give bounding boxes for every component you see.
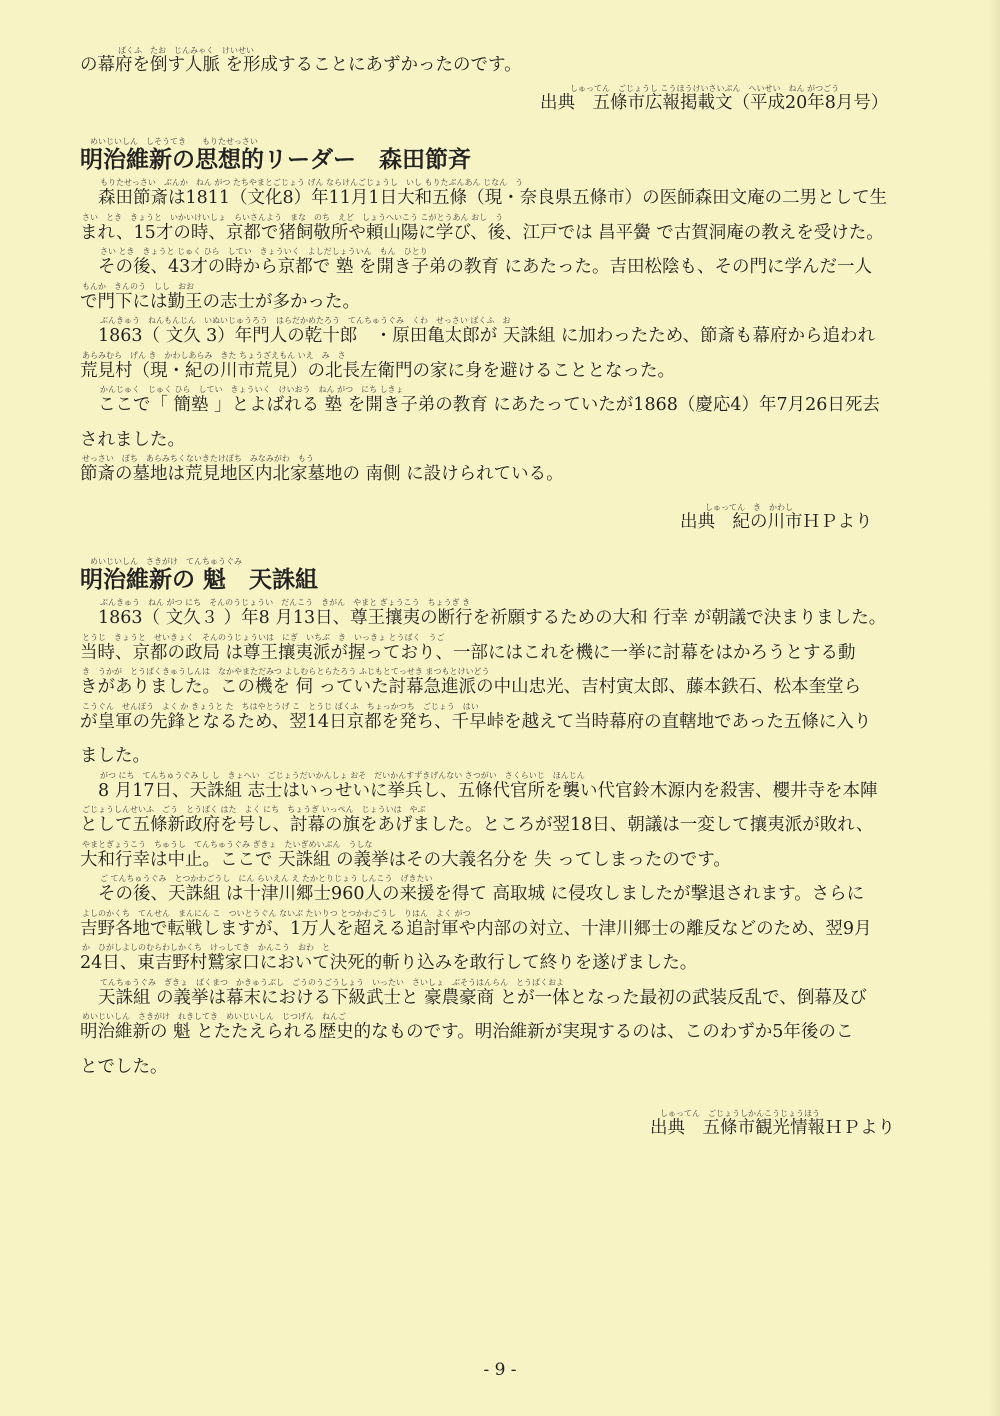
body-line: とでした。: [80, 1056, 168, 1077]
body-line: 大和行幸は中止。ここで 天誅組 の義挙はその大義名分を 失 ってしまったのです。: [80, 849, 731, 870]
body-line: 1863（ 文久 3）年門人の乾十郎 ・原田亀太郎が 天誅組 に加わったため、節斎も幕府から追われ: [98, 326, 876, 346]
ruby-text: てんちゅうぐみ ぎきょ ばくまつ かきゅうぶし ごうのうごうしょう いったい さいしょ ぶそうはんらん とうばくおよ: [100, 977, 564, 987]
body-line: 1863（ 文久３ ）年8 月13日、尊王攘夷の断行を祈願するための大和 行幸 が朝議で決まりました。: [98, 608, 887, 628]
body-line: きがありました。この機を 伺 っていた討幕急進派の中山忠光、吉村寅太郎、藤本鉄石、松本奎堂ら: [80, 677, 862, 697]
body-line: 荒見村（現・紀の川市荒見）の北長左衛門の家に身を避けることとなった。: [80, 360, 675, 381]
body-line: 吉野各地で転戦しますが、1万人を超える追討軍や内部の対立、十津川郷士の離反などのため、翌9月: [80, 918, 872, 939]
body-line: その後、天誅組 は十津川郷士960人の来援を得て 高取城 に侵攻しましたが撃退されます。さらに: [98, 884, 865, 904]
ruby-text: もんか きんのう しし おお: [82, 281, 194, 291]
body-line: として五條新政府を号し、討幕の旗をあげました。ところが翌18日、朝議は一変して攘夷派が敗れ、: [80, 815, 874, 835]
body-line: 当時、京都の政局 は尊王攘夷派が握っており、一部にはこれを機に一挙に討幕をはかろうとする動: [80, 642, 856, 663]
section-heading: 明治維新の 魁 天誅組: [80, 567, 319, 593]
ruby-text: さい とき きょうと いかいけいしょ らいさんよう まな のち えど しょうへいこう こがとうあん おし う: [82, 212, 504, 222]
body-line: まれ、15才の時、京都で猪飼敬所や頼山陽に学び、後、江戸では 昌平黌 で古賀洞庵の教えを受けた。: [80, 222, 884, 243]
body-line: されました。: [80, 429, 185, 450]
ruby-text: よしのかくち てんせん まんにん こ ついとうぐん ないぶ たいりつ とつかわごうし りはん よく がつ: [82, 908, 471, 918]
page-edge-shadow: [988, 0, 1000, 1416]
ruby-text: ごじょうしんせいふ ごう とうばく はた よく にち ちょうぎ いっぺん じょういは やぶ: [82, 805, 426, 814]
ruby-text: ぶんきゅう ねんもんじん いぬいじゅうろう はらだかめたろう てんちゅうぐみ くわ せっさい ばくふ お: [100, 316, 511, 325]
page-number: - 9 -: [483, 1360, 517, 1380]
body-line: 24日、東吉野村鷲家口において決死的斬り込みを敢行して終りを遂げました。: [80, 953, 698, 973]
ruby-text: き うかが とうばくきゅうしんは なかやまただみつ よしむらとらたろう ふじもとてっせき まつもとけいどう: [82, 667, 490, 676]
ruby-text: めいじいしん しそうてき もりたせっさい: [90, 137, 258, 146]
ruby-text: こうぐん せんぽう よく か きょうと た ちはやとうげ こ とうじ ばくふ ちょっかつち ごじょう はい: [82, 701, 479, 711]
source-citation: 出典 五條市観光情報ＨＰより: [650, 1118, 895, 1138]
ruby-text: もりたせっさい ぶんか ねん がつ たちやまとごじょう げん ならけんごじょうし いし もりたぶんあん じなん う: [100, 178, 524, 187]
body-line: 森田節斎は1811（文化8）年11月1日大和五條（現・奈良県五條市）の医師森田文庵の二男として生: [98, 188, 888, 208]
ruby-text: しゅってん ごじょうし こうほうけいさいぶん へいせい ねん がつごう: [570, 84, 840, 93]
body-line: 天誅組 の義挙は幕末における下級武士と 豪農豪商 とが一体となった最初の武装反乱で、倒幕及び: [98, 987, 867, 1008]
intro-line: の幕府を倒す人脈 を形成することにあずかったのです。: [80, 55, 522, 75]
ruby-text: しゅってん ごじょうしかんこうじょうほう: [660, 1109, 820, 1118]
body-line: その後、43才の時から京都で 塾 を開き子弟の教育 にあたった。吉田松陰も、その門に学んだ一人: [98, 257, 872, 277]
ruby-text: ぶんきゅう ねん がつ にち そんのうじょうい だんこう きがん やまと ぎょうこう ちょうぎ き: [100, 598, 471, 607]
ruby-text: やまとぎょうこう ちゅうし てんちゅうぐみ ぎきょ たいぎめいぶん うしな: [82, 839, 373, 849]
body-line: が皇軍の先鋒となるため、翌14日京都を発ち、千早峠を越えて当時幕府の直轄地であった五條に入り: [80, 711, 872, 732]
ruby-text: ばくふ たお じんみゃく けいせい: [118, 46, 254, 55]
body-line: 明治維新の 魁 とたたえられる歴史的なものです。明治維新が実現するのは、このわずか5年後のこ: [80, 1022, 854, 1042]
ruby-text: がつ にち てんちゅうぐみ し し きょへい ごじょうだいかんしょ おそ だいかんすずきげんない さつがい さくらいじ ほんじん: [100, 770, 585, 780]
ruby-text: かんじゅく じゅく ひら してい きょういく けいおう ねん がつ にち しきょ: [100, 385, 404, 394]
ruby-text: めいじいしん さきがけ れきしてき めいじいしん じつげん ねんご: [82, 1012, 346, 1021]
section-heading: 明治維新の思想的リーダー 森田節斉: [80, 147, 471, 173]
body-line: ました。: [80, 746, 150, 766]
ruby-text: ご てんちゅうぐみ とつかわごうし にん らいえん え たかとりじょう しんこう げきたい: [100, 874, 433, 883]
source-citation: 出典 紀の川市ＨＰより: [680, 512, 873, 532]
body-line: 8 月17日、天誅組 志士はいっせいに挙兵し、五條代官所を襲い代官鈴木源内を殺害、櫻井寺を本陣: [98, 780, 878, 801]
ruby-text: か ひがしよしのむらわしかくち けっしてき かんこう おわ と: [82, 943, 330, 952]
body-line: で門下には勤王の志士が多かった。: [80, 291, 360, 312]
ruby-text: とうじ きょうと せいきょく そんのうじょういは にぎ いちぶ き いっきょ とうばく うご: [82, 632, 445, 642]
source-citation: 出典 五條市広報掲載文（平成20年8月号）: [540, 93, 889, 113]
body-line: ここで「 簡塾 」とよばれる 塾 を開き子弟の教育 にあたっていたが1868（慶応4）年7月26日死去: [98, 395, 880, 415]
body-line: 節斎の墓地は荒見地区内北家墓地の 南側 に設けられている。: [80, 464, 564, 484]
ruby-text: しゅってん き かわし: [705, 503, 793, 512]
ruby-text: あらみむら げん き かわしあらみ きた ちょうざえもん いえ み さ: [82, 350, 346, 360]
ruby-text: めいじいしん さきがけ てんちゅうぐみ: [90, 557, 242, 566]
ruby-text: さい とき きょうと じゅく ひら してい きょういく よしだしょういん もん ひとり: [100, 247, 428, 256]
ruby-text: せっさい ぼち あらみちくないきたけぼち みなみがわ もう: [82, 454, 314, 463]
